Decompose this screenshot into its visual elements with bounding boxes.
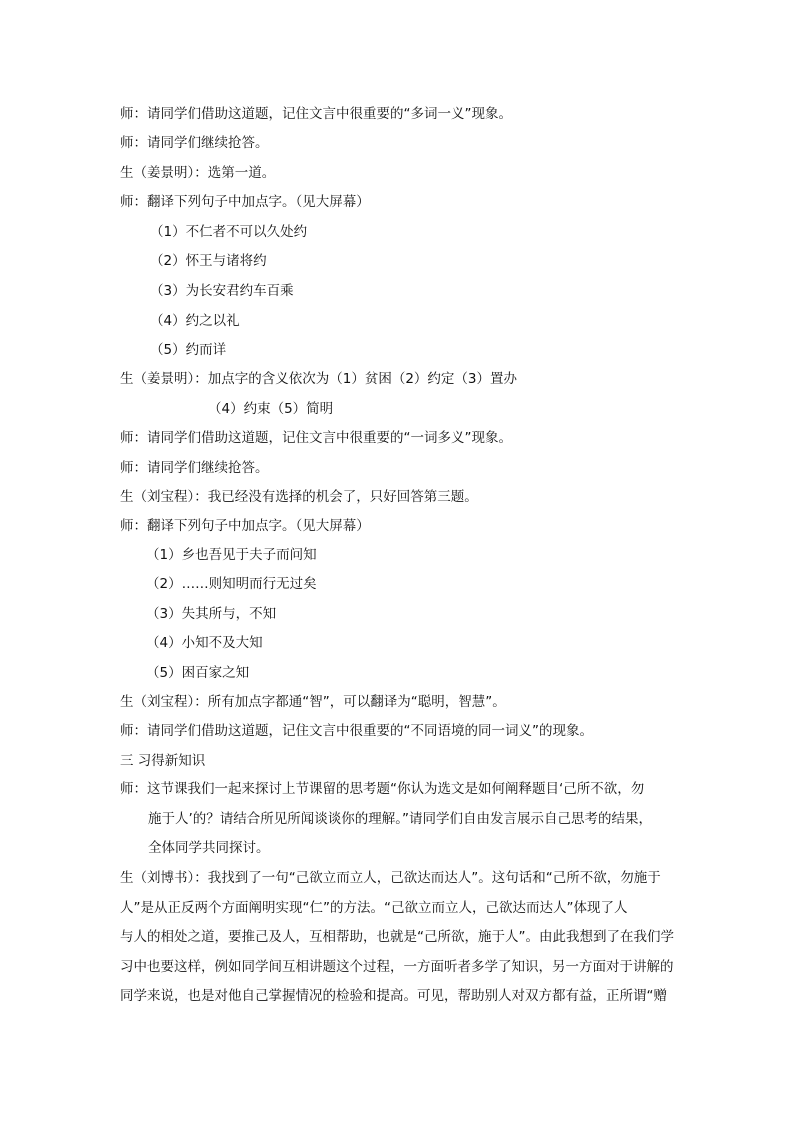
student-paragraph (120, 864, 680, 1012)
paragraph-line: 人”是从正反两个方面阐明实现“仁”的方法。“己欲立而立人，己欲达而达人”体现了人 (120, 899, 628, 916)
text-line: 师：翻译下列句子中加点字。（见大屏幕） (120, 194, 370, 210)
text-line: 师：请同学们借助这道题，记住文言中很重要的“多词一义”现象。 (120, 106, 512, 122)
list-item: （4）小知不及大知 (146, 635, 263, 651)
paragraph-line: 生（刘博书）：我找到了一句“己欲立而立人，己欲达而达人”。这句话和“己所不欲，勿施于 (120, 870, 661, 886)
list-item: （1）乡也吾见于夫子而问知 (146, 547, 317, 563)
teacher-paragraph (120, 775, 676, 864)
text-line: 生（刘宝程）：我已经没有选择的机会了，只好回答第三题。 (120, 489, 478, 505)
list-item: （3）为长安君约车百乘 (150, 283, 294, 299)
list-item: （1）不仁者不可以久处约 (150, 224, 308, 240)
text-line: 师：请同学们借助这道题，记住文言中很重要的“一词多义”现象。 (120, 430, 512, 446)
paragraph-line: 习中也要这样，例如同学间互相讲题这个过程，一方面听者多学了知识，另一方面对于讲解的 (120, 958, 674, 975)
paragraph-line: 施于人’的？请结合所见所闻谈谈你的理解。”请同学们自由发言展示自己思考的结果， (148, 810, 653, 827)
text-line: 生（刘宝程）：所有加点字都通“智”，可以翻译为“聪明，智慧”。 (120, 694, 506, 710)
paragraph-line: 与人的相处之道，要推己及人，互相帮助，也就是“己所欲，施于人”。由此我想到了在我们学 (120, 929, 674, 945)
paragraph-line: 全体同学共同探讨。 (148, 840, 270, 856)
list-item: （2）怀王与诸将约 (150, 253, 267, 269)
list-item: （5）困百家之知 (146, 665, 250, 681)
text-line: 师：翻译下列句子中加点字。（见大屏幕） (120, 518, 370, 534)
section-heading: 三 习得新知识 (120, 753, 206, 769)
list-item: （3）失其所与，不知 (146, 606, 277, 622)
paragraph-line: 师：这节课我们一起来探讨上节课留的思考题“你认为选文是如何阐释题目‘己所不欲，勿 (120, 781, 645, 797)
list-item: （4）约之以礼 (150, 313, 240, 329)
text-line: （4）约束（5）简明 (208, 401, 334, 417)
list-item: （5）约而详 (150, 342, 227, 358)
paragraph-line: 同学来说，也是对他自己掌握情况的检验和提高。可见，帮助别人对双方都有益，正所谓“赠 (120, 988, 667, 1004)
text-line: 生（姜景明）：选第一道。 (120, 165, 276, 181)
text-line: 生（姜景明）：加点字的含义依次为（1）贫困（2）约定（3）置办 (120, 371, 518, 387)
text-line: 师：请同学们借助这道题，记住文言中很重要的“不同语境的同一词义”的现象。 (120, 723, 593, 739)
text-line: 师：请同学们继续抢答。 (120, 135, 269, 151)
text-line: 师：请同学们继续抢答。 (120, 460, 269, 476)
list-item: （2）……则知明而行无过矣 (146, 576, 317, 592)
